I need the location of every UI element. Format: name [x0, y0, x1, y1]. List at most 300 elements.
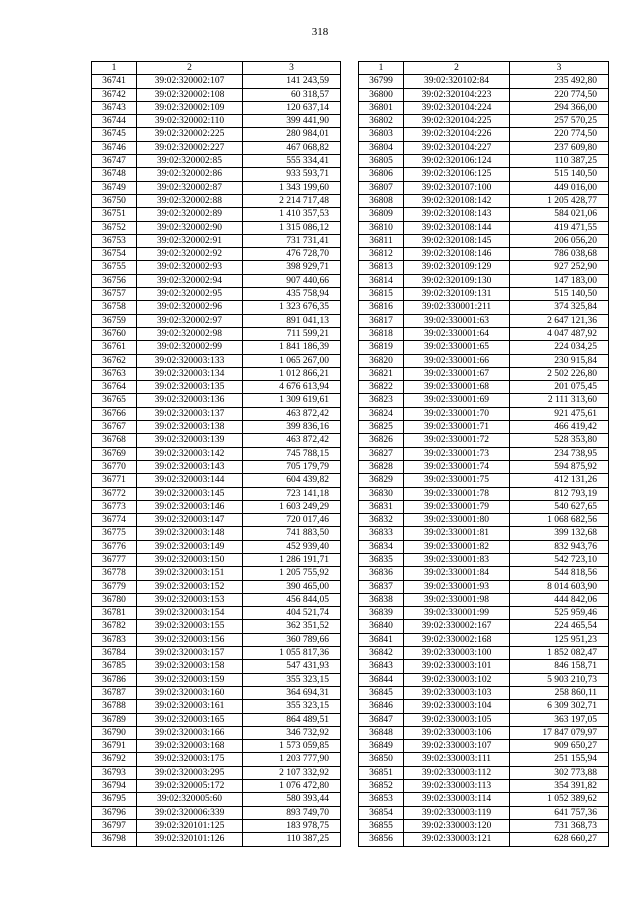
cadastral-value: 1 076 472,80 — [243, 780, 341, 793]
cadastral-value: 1 852 082,47 — [510, 647, 609, 660]
row-number: 36769 — [92, 447, 137, 460]
cadastral-value: 466 419,42 — [510, 421, 609, 434]
table-row — [92, 248, 341, 261]
cadastral-number: 39:02:320002:93 — [137, 261, 243, 274]
table-row — [92, 314, 341, 327]
cadastral-number: 39:02:320003:151 — [137, 567, 243, 580]
cadastral-value: 399 441,90 — [243, 115, 341, 128]
row-number: 36843 — [359, 660, 404, 673]
row-number: 36761 — [92, 341, 137, 354]
cadastral-number: 39:02:330001:72 — [404, 434, 510, 447]
column-header: 1 — [92, 62, 137, 75]
row-number: 36767 — [92, 421, 137, 434]
table-header-row — [92, 62, 341, 75]
row-number: 36753 — [92, 234, 137, 247]
cadastral-number: 39:02:320002:97 — [137, 314, 243, 327]
cadastral-number: 39:02:320003:295 — [137, 766, 243, 779]
table-row — [92, 341, 341, 354]
cadastral-value: 206 056,20 — [510, 234, 609, 247]
row-number: 36749 — [92, 181, 137, 194]
table-row — [92, 647, 341, 660]
row-number: 36758 — [92, 301, 137, 314]
table-row — [92, 660, 341, 673]
cadastral-number: 39:02:330001:75 — [404, 474, 510, 487]
cadastral-number: 39:02:330001:98 — [404, 593, 510, 606]
table-row — [359, 500, 609, 513]
cadastral-number: 39:02:320002:91 — [137, 234, 243, 247]
cadastral-number: 39:02:330001:73 — [404, 447, 510, 460]
cadastral-value: 1 410 357,53 — [243, 208, 341, 221]
cadastral-number: 39:02:320003:149 — [137, 540, 243, 553]
table-row — [92, 194, 341, 207]
row-number: 36819 — [359, 341, 404, 354]
cadastral-number: 39:02:320003:143 — [137, 460, 243, 473]
cadastral-value: 220 774,50 — [510, 88, 609, 101]
cadastral-number: 39:02:320003:154 — [137, 607, 243, 620]
cadastral-value: 399 132,68 — [510, 527, 609, 540]
table-row — [92, 487, 341, 500]
cadastral-number: 39:02:320003:136 — [137, 394, 243, 407]
cadastral-number: 39:02:330003:112 — [404, 766, 510, 779]
row-number: 36774 — [92, 514, 137, 527]
cadastral-value: 525 959,46 — [510, 607, 609, 620]
cadastral-number: 39:02:330002:167 — [404, 620, 510, 633]
table-row — [92, 766, 341, 779]
row-number: 36745 — [92, 128, 137, 141]
table-row — [92, 101, 341, 114]
cadastral-number: 39:02:320002:89 — [137, 208, 243, 221]
row-number: 36776 — [92, 540, 137, 553]
table-row — [359, 647, 609, 660]
row-number: 36804 — [359, 141, 404, 154]
cadastral-number: 39:02:320003:145 — [137, 487, 243, 500]
row-number: 36829 — [359, 474, 404, 487]
row-number: 36826 — [359, 434, 404, 447]
cadastral-number: 39:02:330001:81 — [404, 527, 510, 540]
cadastral-number: 39:02:320003:142 — [137, 447, 243, 460]
row-number: 36788 — [92, 700, 137, 713]
row-number: 36820 — [359, 354, 404, 367]
cadastral-number: 39:02:330001:93 — [404, 580, 510, 593]
page-number: 318 — [311, 26, 329, 38]
cadastral-value: 125 951,23 — [510, 633, 609, 646]
row-number: 36848 — [359, 726, 404, 739]
table-row — [359, 208, 609, 221]
cadastral-number: 39:02:320002:92 — [137, 248, 243, 261]
row-number: 36830 — [359, 487, 404, 500]
cadastral-number: 39:02:320002:109 — [137, 101, 243, 114]
row-number: 36822 — [359, 381, 404, 394]
cadastral-number: 39:02:320002:88 — [137, 194, 243, 207]
table-row — [359, 660, 609, 673]
cadastral-value: 580 393,44 — [243, 793, 341, 806]
row-number: 36760 — [92, 327, 137, 340]
table-row — [359, 633, 609, 646]
table-row — [92, 527, 341, 540]
cadastral-value: 258 860,11 — [510, 686, 609, 699]
table-row — [92, 434, 341, 447]
cadastral-value: 1 012 866,21 — [243, 367, 341, 380]
cadastral-value: 360 789,66 — [243, 633, 341, 646]
cadastral-value: 555 334,41 — [243, 155, 341, 168]
table-row — [92, 740, 341, 753]
row-number: 36823 — [359, 394, 404, 407]
cadastral-value: 1 343 199,60 — [243, 181, 341, 194]
table-row — [92, 221, 341, 234]
column-header: 1 — [359, 62, 404, 75]
cadastral-number: 39:02:320002:90 — [137, 221, 243, 234]
cadastral-number: 39:02:320003:135 — [137, 381, 243, 394]
row-number: 36787 — [92, 686, 137, 699]
cadastral-value: 1 052 389,62 — [510, 793, 609, 806]
row-number: 36801 — [359, 101, 404, 114]
cadastral-value: 544 818,56 — [510, 567, 609, 580]
cadastral-value: 17 847 079,97 — [510, 726, 609, 739]
table-row — [359, 288, 609, 301]
row-number: 36810 — [359, 221, 404, 234]
cadastral-value: 641 757,36 — [510, 806, 609, 819]
table-row — [92, 553, 341, 566]
cadastral-value: 1 205 755,92 — [243, 567, 341, 580]
cadastral-value: 302 773,88 — [510, 766, 609, 779]
cadastral-number: 39:02:320003:137 — [137, 407, 243, 420]
column-header: 3 — [243, 62, 341, 75]
table-row — [92, 381, 341, 394]
cadastral-number: 39:02:320003:148 — [137, 527, 243, 540]
cadastral-number: 39:02:320003:150 — [137, 553, 243, 566]
cadastral-number: 39:02:320106:124 — [404, 155, 510, 168]
row-number: 36746 — [92, 141, 137, 154]
cadastral-number: 39:02:330001:63 — [404, 314, 510, 327]
cadastral-number: 39:02:320003:156 — [137, 633, 243, 646]
row-number: 36764 — [92, 381, 137, 394]
row-number: 36811 — [359, 234, 404, 247]
cadastral-number: 39:02:320002:96 — [137, 301, 243, 314]
cadastral-value: 444 842,06 — [510, 593, 609, 606]
cadastral-number: 39:02:330001:79 — [404, 500, 510, 513]
cadastral-number: 39:02:320003:175 — [137, 753, 243, 766]
table-row — [359, 487, 609, 500]
row-number: 36771 — [92, 474, 137, 487]
cadastral-number: 39:02:330003:106 — [404, 726, 510, 739]
cadastral-value: 257 570,25 — [510, 115, 609, 128]
table-row — [92, 726, 341, 739]
row-number: 36785 — [92, 660, 137, 673]
table-row — [92, 288, 341, 301]
table-row — [359, 327, 609, 340]
cadastral-value: 4 047 487,92 — [510, 327, 609, 340]
row-number: 36772 — [92, 487, 137, 500]
row-number: 36825 — [359, 421, 404, 434]
row-number: 36846 — [359, 700, 404, 713]
row-number: 36797 — [92, 819, 137, 832]
row-number: 36850 — [359, 753, 404, 766]
row-number: 36818 — [359, 327, 404, 340]
cadastral-value: 927 252,90 — [510, 261, 609, 274]
cadastral-value: 1 055 817,36 — [243, 647, 341, 660]
cadastral-number: 39:02:320003:153 — [137, 593, 243, 606]
cadastral-number: 39:02:330003:104 — [404, 700, 510, 713]
cadastral-value: 2 502 226,80 — [510, 367, 609, 380]
cadastral-number: 39:02:320101:125 — [137, 819, 243, 832]
row-number: 36808 — [359, 194, 404, 207]
table-row — [359, 394, 609, 407]
cadastral-value: 412 131,26 — [510, 474, 609, 487]
row-number: 36849 — [359, 740, 404, 753]
table-row — [92, 75, 341, 88]
table-row — [92, 700, 341, 713]
cadastral-number: 39:02:320002:94 — [137, 274, 243, 287]
cadastral-number: 39:02:320003:155 — [137, 620, 243, 633]
row-number: 36838 — [359, 593, 404, 606]
row-number: 36786 — [92, 673, 137, 686]
table-row — [359, 381, 609, 394]
table-row — [359, 407, 609, 420]
cadastral-number: 39:02:330001:211 — [404, 301, 510, 314]
cadastral-value: 1 203 777,90 — [243, 753, 341, 766]
table-row — [92, 155, 341, 168]
table-row — [92, 793, 341, 806]
cadastral-value: 723 141,18 — [243, 487, 341, 500]
table-row — [359, 115, 609, 128]
cadastral-value: 364 694,31 — [243, 686, 341, 699]
cadastral-number: 39:02:330003:119 — [404, 806, 510, 819]
table-row — [359, 753, 609, 766]
cadastral-value: 363 197,05 — [510, 713, 609, 726]
table-row — [359, 88, 609, 101]
row-number: 36828 — [359, 460, 404, 473]
table-row — [92, 367, 341, 380]
cadastral-value: 891 041,13 — [243, 314, 341, 327]
row-number: 36766 — [92, 407, 137, 420]
cadastral-number: 39:02:320002:108 — [137, 88, 243, 101]
cadastral-number: 39:02:330001:99 — [404, 607, 510, 620]
cadastral-value: 1 573 059,85 — [243, 740, 341, 753]
row-number: 36793 — [92, 766, 137, 779]
row-number: 36853 — [359, 793, 404, 806]
row-number: 36779 — [92, 580, 137, 593]
cadastral-value: 354 391,82 — [510, 780, 609, 793]
cadastral-value: 1 603 249,29 — [243, 500, 341, 513]
column-header: 3 — [510, 62, 609, 75]
row-number: 36796 — [92, 806, 137, 819]
row-number: 36832 — [359, 514, 404, 527]
table-row — [92, 540, 341, 553]
cadastral-value: 741 883,50 — [243, 527, 341, 540]
table-row — [92, 407, 341, 420]
cadastral-value: 463 872,42 — [243, 434, 341, 447]
cadastral-number: 39:02:320104:224 — [404, 101, 510, 114]
cadastral-value: 731 368,73 — [510, 819, 609, 832]
cadastral-value: 346 732,92 — [243, 726, 341, 739]
row-number: 36756 — [92, 274, 137, 287]
table-row — [359, 819, 609, 832]
table-row — [92, 181, 341, 194]
cadastral-value: 224 034,25 — [510, 341, 609, 354]
table-row — [92, 713, 341, 726]
cadastral-number: 39:02:320002:225 — [137, 128, 243, 141]
table-row — [92, 673, 341, 686]
row-number: 36831 — [359, 500, 404, 513]
cadastral-number: 39:02:330001:84 — [404, 567, 510, 580]
data-table-left — [91, 61, 341, 847]
row-number: 36750 — [92, 194, 137, 207]
cadastral-value: 404 521,74 — [243, 607, 341, 620]
table-row — [92, 593, 341, 606]
table-row — [92, 753, 341, 766]
row-number: 36841 — [359, 633, 404, 646]
row-number: 36789 — [92, 713, 137, 726]
cadastral-value: 933 593,71 — [243, 168, 341, 181]
row-number: 36784 — [92, 647, 137, 660]
row-number: 36759 — [92, 314, 137, 327]
cadastral-number: 39:02:320003:138 — [137, 421, 243, 434]
cadastral-number: 39:02:320002:107 — [137, 75, 243, 88]
cadastral-value: 786 038,68 — [510, 248, 609, 261]
cadastral-number: 39:02:320108:142 — [404, 194, 510, 207]
cadastral-value: 452 939,40 — [243, 540, 341, 553]
table-row — [359, 155, 609, 168]
cadastral-number: 39:02:320002:86 — [137, 168, 243, 181]
table-row — [359, 181, 609, 194]
cadastral-value: 399 836,16 — [243, 421, 341, 434]
cadastral-number: 39:02:320104:226 — [404, 128, 510, 141]
cadastral-number: 39:02:320108:144 — [404, 221, 510, 234]
cadastral-value: 201 075,45 — [510, 381, 609, 394]
cadastral-value: 832 943,76 — [510, 540, 609, 553]
row-number: 36840 — [359, 620, 404, 633]
cadastral-number: 39:02:330001:67 — [404, 367, 510, 380]
cadastral-value: 6 309 302,71 — [510, 700, 609, 713]
cadastral-number: 39:02:320108:143 — [404, 208, 510, 221]
table-row — [359, 607, 609, 620]
row-number: 36836 — [359, 567, 404, 580]
table-row — [359, 314, 609, 327]
table-row — [359, 221, 609, 234]
cadastral-value: 1 323 676,35 — [243, 301, 341, 314]
table-row — [359, 194, 609, 207]
cadastral-value: 2 647 121,36 — [510, 314, 609, 327]
row-number: 36754 — [92, 248, 137, 261]
row-number: 36835 — [359, 553, 404, 566]
row-number: 36780 — [92, 593, 137, 606]
table-row — [359, 341, 609, 354]
cadastral-value: 463 872,42 — [243, 407, 341, 420]
cadastral-value: 745 788,15 — [243, 447, 341, 460]
cadastral-number: 39:02:320002:95 — [137, 288, 243, 301]
cadastral-number: 39:02:320003:157 — [137, 647, 243, 660]
cadastral-number: 39:02:330001:69 — [404, 394, 510, 407]
cadastral-value: 594 875,92 — [510, 460, 609, 473]
table-row — [359, 593, 609, 606]
row-number: 36768 — [92, 434, 137, 447]
cadastral-value: 846 158,71 — [510, 660, 609, 673]
row-number: 36817 — [359, 314, 404, 327]
row-number: 36834 — [359, 540, 404, 553]
row-number: 36813 — [359, 261, 404, 274]
cadastral-value: 515 140,50 — [510, 288, 609, 301]
cadastral-number: 39:02:330003:105 — [404, 713, 510, 726]
row-number: 36741 — [92, 75, 137, 88]
row-number: 36752 — [92, 221, 137, 234]
row-number: 36775 — [92, 527, 137, 540]
row-number: 36812 — [359, 248, 404, 261]
cadastral-number: 39:02:320003:133 — [137, 354, 243, 367]
cadastral-value: 2 214 717,48 — [243, 194, 341, 207]
column-header: 2 — [404, 62, 510, 75]
cadastral-value: 5 903 210,73 — [510, 673, 609, 686]
cadastral-value: 515 140,50 — [510, 168, 609, 181]
cadastral-number: 39:02:330003:100 — [404, 647, 510, 660]
cadastral-value: 705 179,79 — [243, 460, 341, 473]
row-number: 36765 — [92, 394, 137, 407]
data-table-right — [358, 61, 609, 847]
row-number: 36806 — [359, 168, 404, 181]
row-number: 36809 — [359, 208, 404, 221]
cadastral-number: 39:02:320003:158 — [137, 660, 243, 673]
cadastral-number: 39:02:330003:107 — [404, 740, 510, 753]
row-number: 36845 — [359, 686, 404, 699]
table-row — [92, 686, 341, 699]
table-row — [359, 553, 609, 566]
cadastral-number: 39:02:330001:64 — [404, 327, 510, 340]
cadastral-number: 39:02:320002:87 — [137, 181, 243, 194]
cadastral-value: 604 439,82 — [243, 474, 341, 487]
row-number: 36852 — [359, 780, 404, 793]
cadastral-value: 183 978,75 — [243, 819, 341, 832]
table-row — [92, 115, 341, 128]
cadastral-value: 2 107 332,92 — [243, 766, 341, 779]
cadastral-number: 39:02:330003:103 — [404, 686, 510, 699]
row-number: 36792 — [92, 753, 137, 766]
row-number: 36854 — [359, 806, 404, 819]
table-row — [92, 607, 341, 620]
table-row — [359, 580, 609, 593]
table-row — [92, 301, 341, 314]
cadastral-number: 39:02:320002:98 — [137, 327, 243, 340]
cadastral-value: 720 017,46 — [243, 514, 341, 527]
table-row — [92, 274, 341, 287]
cadastral-number: 39:02:320003:168 — [137, 740, 243, 753]
row-number: 36798 — [92, 833, 137, 846]
table-row — [92, 327, 341, 340]
cadastral-number: 39:02:320003:147 — [137, 514, 243, 527]
cadastral-value: 4 676 613,94 — [243, 381, 341, 394]
cadastral-number: 39:02:320003:161 — [137, 700, 243, 713]
cadastral-value: 547 431,93 — [243, 660, 341, 673]
row-number: 36833 — [359, 527, 404, 540]
cadastral-number: 39:02:320107:100 — [404, 181, 510, 194]
cadastral-value: 237 609,80 — [510, 141, 609, 154]
table-row — [92, 633, 341, 646]
cadastral-value: 220 774,50 — [510, 128, 609, 141]
table-row — [359, 101, 609, 114]
cadastral-value: 398 929,71 — [243, 261, 341, 274]
cadastral-number: 39:02:330003:111 — [404, 753, 510, 766]
table-row — [92, 474, 341, 487]
table-row — [92, 780, 341, 793]
table-row — [92, 580, 341, 593]
cadastral-value: 1 286 191,71 — [243, 553, 341, 566]
cadastral-value: 120 637,14 — [243, 101, 341, 114]
table-body-right — [359, 75, 609, 846]
cadastral-number: 39:02:330001:78 — [404, 487, 510, 500]
cadastral-number: 39:02:320108:146 — [404, 248, 510, 261]
cadastral-number: 39:02:320002:110 — [137, 115, 243, 128]
cadastral-value: 280 984,01 — [243, 128, 341, 141]
cadastral-value: 1 205 428,77 — [510, 194, 609, 207]
cadastral-value: 2 111 313,60 — [510, 394, 609, 407]
